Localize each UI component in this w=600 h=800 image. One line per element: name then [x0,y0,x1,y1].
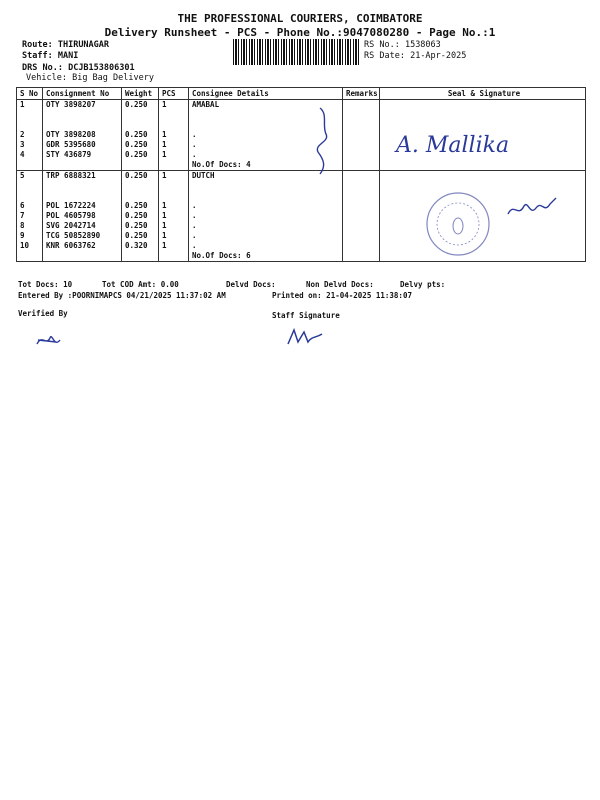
rs-date-label: RS Date: [364,51,405,61]
cell-details: . [189,231,343,241]
cell-pcs: 1 [159,150,189,160]
cell-remarks [343,120,380,130]
table-header-row [17,88,586,100]
cell-sno [17,251,43,262]
table-row [17,211,586,221]
cell-cno [43,160,122,171]
cell-remarks [343,171,380,182]
cell-remarks [343,191,380,201]
cell-wt [122,191,159,201]
cell-sno: 3 [17,140,43,150]
cell-sno: 8 [17,221,43,231]
cell-wt: 0.250 [122,140,159,150]
cell-wt: 0.250 [122,150,159,160]
cell-remarks [343,231,380,241]
cell-cno: TRP 6888321 [43,171,122,182]
cell-sno [17,120,43,130]
col-consignee-header: Consignee Details [189,88,343,100]
cell-details: . [189,150,343,160]
cell-sno: 2 [17,130,43,140]
cell-remarks [343,251,380,262]
cell-details: . [189,211,343,221]
cell-cno: TCG 50852890 [43,231,122,241]
route-label: Route: [22,40,53,50]
vehicle-line [26,73,154,83]
cell-pcs: 1 [159,171,189,182]
cell-sno: 4 [17,150,43,160]
cell-details: DUTCH [189,171,343,182]
table-row [17,221,586,231]
cell-pcs [159,251,189,262]
cell-cno: OTY 3898207 [43,100,122,111]
verified-signature [34,330,64,350]
cell-cno [43,120,122,130]
cell-wt: 0.250 [122,171,159,182]
rs-no-value: 1538063 [404,40,441,50]
col-pcs-header: PCS [159,88,189,100]
signature-mallika-text: A. Mallika [396,133,510,158]
cell-pcs [159,110,189,120]
cell-details [189,181,343,191]
cell-pcs: 1 [159,100,189,111]
seal-stamp [424,186,496,262]
cell-sno: 6 [17,201,43,211]
cell-cno [43,191,122,201]
cell-cno [43,181,122,191]
cell-remarks [343,241,380,251]
drs-line [22,63,135,73]
table-row [17,241,586,251]
cell-sno: 10 [17,241,43,251]
rs-no-label: RS No.: [364,40,400,50]
barcode [233,39,359,65]
route-value: THIRUNAGAR [57,40,110,50]
drs-label: DRS No.: [22,63,63,73]
rs-date-line [364,51,466,61]
cell-sno [17,191,43,201]
cell-cno [43,110,122,120]
cell-details: . [189,221,343,231]
col-weight-header: Weight [122,88,159,100]
runsheet-title: Delivery Runsheet - PCS - Phone No.:9047080280 - Page No.:1 [104,26,496,39]
cell-cno [43,251,122,262]
cell-wt: 0.250 [122,201,159,211]
cell-details: . [189,130,343,140]
route-line [22,40,109,50]
cell-pcs: 1 [159,130,189,140]
cell-pcs: 1 [159,231,189,241]
cell-cno: GDR 5395680 [43,140,122,150]
cell-sno [17,110,43,120]
drs-value: DCJB153806301 [68,63,135,73]
cell-details: No.Of Docs: 6 [189,251,343,262]
col-seal-header: Seal & Signature [380,88,586,100]
cell-cno: KNR 6063762 [43,241,122,251]
cell-sno: 5 [17,171,43,182]
staff-value: MANI [57,51,79,61]
table-row [17,231,586,241]
entered-by: Entered By :POORNIMAPCS 04/21/2025 11:37:02 AM [18,291,226,300]
col-consignment-header: Consignment No [43,88,122,100]
cell-pcs [159,191,189,201]
table-row [17,201,586,211]
staff-line [22,51,78,61]
cell-wt: 0.250 [122,221,159,231]
cell-remarks [343,110,380,120]
company-title: THE PROFESSIONAL COURIERS, COIMBATORE [177,12,423,25]
cell-wt: 0.250 [122,211,159,221]
cell-remarks [343,160,380,171]
cell-details: . [189,241,343,251]
seal-signature [504,192,564,224]
staff-signature-mark [286,326,326,348]
cell-pcs: 1 [159,221,189,231]
cell-seal [380,100,586,111]
cell-pcs: 1 [159,211,189,221]
verified-by-label: Verified By [18,309,68,318]
cell-cno: POL 4605798 [43,211,122,221]
cell-sno: 9 [17,231,43,241]
cell-cno: OTY 3898208 [43,130,122,140]
table-row [17,251,586,262]
cell-wt [122,110,159,120]
cell-remarks [343,130,380,140]
cell-details: . [189,140,343,150]
rs-no-line [364,40,441,50]
cell-wt: 0.250 [122,100,159,111]
cell-pcs [159,160,189,171]
cell-wt: 0.250 [122,231,159,241]
cell-wt: 0.250 [122,130,159,140]
cell-remarks [343,100,380,111]
brace-mark [300,104,340,178]
cell-wt [122,181,159,191]
signature-mallika [392,118,522,166]
cell-sno [17,181,43,191]
cell-details: . [189,201,343,211]
table-row [17,181,586,191]
staff-signature-label: Staff Signature [272,311,340,320]
tot-cod: Tot COD Amt: 0.00 [102,280,179,289]
cell-wt [122,120,159,130]
delvy-pts: Delvy pts: [400,280,446,289]
vehicle-value: Big Bag Delivery [72,73,154,83]
cell-cno: POL 1672224 [43,201,122,211]
cell-remarks [343,221,380,231]
rs-date-value: 21-Apr-2025 [410,51,467,61]
cell-sno: 1 [17,100,43,111]
col-remarks-header: Remarks [343,88,380,100]
cell-pcs [159,181,189,191]
cell-cno: SVG 2042714 [43,221,122,231]
cell-pcs: 1 [159,140,189,150]
col-sno-header: S No [17,88,43,100]
cell-details [189,191,343,201]
staff-label: Staff: [22,51,53,61]
cell-seal [380,171,586,182]
cell-remarks [343,211,380,221]
cell-wt [122,251,159,262]
delvd-docs: Delvd Docs: [226,280,276,289]
cell-wt [122,160,159,171]
vehicle-label: Vehicle: [26,73,67,83]
cell-cno: STY 436879 [43,150,122,160]
tot-docs: Tot Docs: 10 [18,280,73,289]
printed-on: Printed on: 21-04-2025 11:38:07 [272,291,412,300]
cell-details: AMABAL [189,100,343,111]
cell-remarks [343,140,380,150]
cell-pcs: 1 [159,201,189,211]
cell-pcs [159,120,189,130]
cell-sno: 7 [17,211,43,221]
cell-sno [17,160,43,171]
cell-remarks [343,181,380,191]
non-delvd-docs: Non Delvd Docs: [306,280,374,289]
cell-pcs: 1 [159,241,189,251]
table-row [17,191,586,201]
cell-details: No.Of Docs: 4 [189,160,343,171]
cell-wt: 0.320 [122,241,159,251]
cell-remarks [343,150,380,160]
cell-remarks [343,201,380,211]
